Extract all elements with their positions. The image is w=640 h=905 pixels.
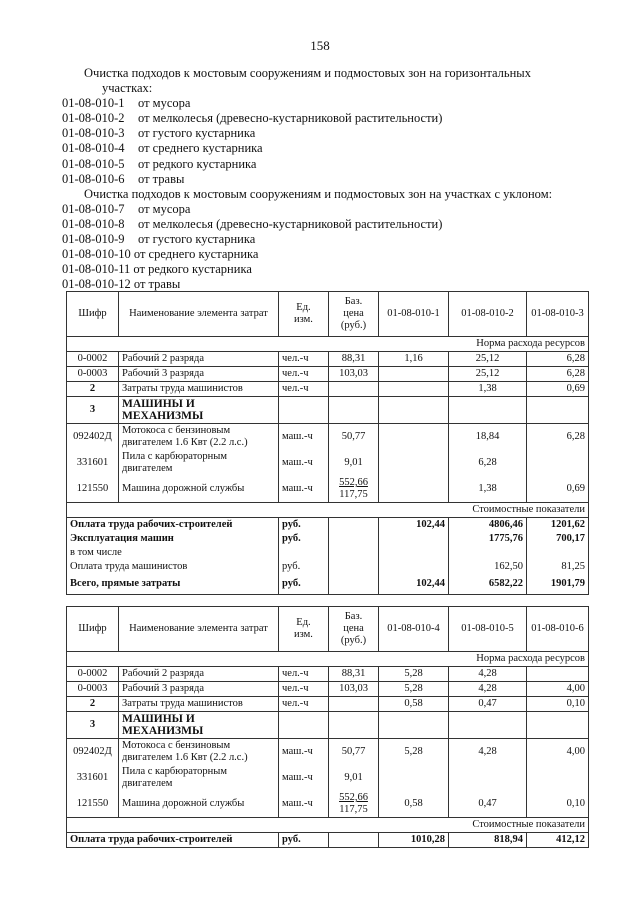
row-value-3: 0,10 — [527, 791, 589, 818]
row-name: Машина дорожной службы — [119, 791, 279, 818]
total-note: в том числе — [67, 546, 279, 560]
total-value-1: 102,44 — [379, 518, 449, 533]
total-name: Оплата труда рабочих-строителей — [67, 518, 279, 533]
row-value-2: 1,38 — [449, 476, 527, 503]
item-text: от травы — [133, 277, 181, 292]
item-text: от травы — [138, 171, 185, 186]
item-text: от редкого кустарника — [133, 262, 252, 277]
row-name: Затраты труда машинистов — [119, 697, 279, 712]
row-unit: маш.-ч — [279, 791, 329, 818]
item-code: 01-08-010-10 — [62, 247, 131, 262]
row-value-1 — [379, 424, 449, 451]
row-unit: чел.-ч — [279, 667, 329, 682]
norm-subheader: Норма расхода ресурсов — [67, 337, 589, 352]
total-unit: руб. — [279, 518, 329, 533]
item-text: от мусора — [138, 201, 191, 216]
total-value-1: 102,44 — [379, 574, 449, 595]
row-price: 88,31 — [329, 352, 379, 367]
row-value-3: 4,00 — [527, 682, 589, 697]
row-unit: чел.-ч — [279, 682, 329, 697]
total-row — [67, 546, 589, 560]
total-value-3: 1201,62 — [527, 518, 589, 533]
total-value-3: 412,12 — [527, 833, 589, 848]
row-unit: маш.-ч — [279, 765, 329, 791]
col-unit-header: Ед. изм. — [279, 607, 329, 652]
item-code: 01-08-010-11 — [62, 262, 131, 277]
cost-subheader: Стоимостные показатели — [67, 503, 589, 518]
row-name: Мотокоса с бензиновым двигателем 1.6 Квт (2.2 л.с.) — [119, 739, 279, 766]
item-code: 01-08-010-7 — [62, 201, 125, 216]
row-value-3 — [527, 765, 589, 791]
table-row — [67, 352, 589, 367]
total-value-2: 4806,46 — [449, 518, 527, 533]
table-header-row — [67, 292, 589, 337]
total-name: Эксплуатация машин — [67, 532, 279, 546]
row-name: Мотокоса с бензиновым двигателем 1.6 Квт (2.2 л.с.) — [119, 424, 279, 451]
row-price: 9,01 — [329, 765, 379, 791]
section-row — [67, 397, 589, 424]
table-row — [67, 765, 589, 791]
row-code: 092402Д — [67, 424, 119, 451]
row-value-1 — [379, 765, 449, 791]
row-value-2: 4,28 — [449, 667, 527, 682]
row-value-2: 4,28 — [449, 682, 527, 697]
row-value-3 — [527, 667, 589, 682]
table-row — [67, 667, 589, 682]
intro-section — [62, 66, 602, 292]
norm-subheader-row — [67, 337, 589, 352]
row-value-1: 5,28 — [379, 739, 449, 766]
item-code: 01-08-010-1 — [62, 96, 125, 111]
table-row — [67, 424, 589, 451]
list-item — [62, 202, 602, 217]
row-price — [329, 382, 379, 397]
col-price-header: Баз. цена (руб.) — [329, 607, 379, 652]
row-value-2: 1,38 — [449, 382, 527, 397]
section-row — [67, 712, 589, 739]
total-row — [67, 518, 589, 533]
table-row — [67, 791, 589, 818]
item-code: 01-08-010-9 — [62, 232, 125, 247]
item-code: 01-08-010-3 — [62, 126, 125, 141]
row-value-3: 6,28 — [527, 424, 589, 451]
table-row — [67, 367, 589, 382]
row-unit: чел.-ч — [279, 382, 329, 397]
total-name: Оплата труда рабочих-строителей — [67, 833, 279, 848]
item-text: от редкого кустарника — [138, 156, 257, 171]
row-value-3: 4,00 — [527, 739, 589, 766]
list-item — [62, 111, 602, 126]
col-price-header: Баз. цена (руб.) — [329, 292, 379, 337]
row-value-1 — [379, 367, 449, 382]
row-value-1 — [379, 450, 449, 476]
page-number: 158 — [310, 38, 330, 53]
total-value-1: 1010,28 — [379, 833, 449, 848]
col-code-header: Шифр — [67, 292, 119, 337]
row-price: 9,01 — [329, 450, 379, 476]
row-value-3: 0,10 — [527, 697, 589, 712]
table-row — [67, 697, 589, 712]
row-value-3 — [527, 450, 589, 476]
row-code: 331601 — [67, 450, 119, 476]
col-header-1: 01-08-010-4 — [379, 607, 449, 652]
total-value-2: 6582,22 — [449, 574, 527, 595]
row-value-2: 18,84 — [449, 424, 527, 451]
row-value-2: 6,28 — [449, 450, 527, 476]
row-code: 092402Д — [67, 739, 119, 766]
item-text: от густого кустарника — [138, 232, 256, 247]
row-code: 121550 — [67, 476, 119, 503]
row-name: Рабочий 3 разряда — [119, 682, 279, 697]
col-header-3: 01-08-010-6 — [527, 607, 589, 652]
norm-subheader-row — [67, 652, 589, 667]
table-row — [67, 382, 589, 397]
row-name: Рабочий 3 разряда — [119, 367, 279, 382]
col-unit-header: Ед. изм. — [279, 292, 329, 337]
row-unit: чел.-ч — [279, 367, 329, 382]
row-unit: маш.-ч — [279, 450, 329, 476]
list-item — [62, 172, 602, 187]
row-price: 50,77 — [329, 739, 379, 766]
list-item — [62, 126, 602, 141]
row-price: 552,66 117,75 — [329, 476, 379, 503]
total-value-3: 1901,79 — [527, 574, 589, 595]
row-price: 103,03 — [329, 682, 379, 697]
item-text: от мусора — [138, 96, 191, 111]
col-header-1: 01-08-010-1 — [379, 292, 449, 337]
item-code: 01-08-010-4 — [62, 141, 125, 156]
list-item — [62, 247, 602, 262]
cost-subheader: Стоимостные показатели — [67, 818, 589, 833]
table-header-row — [67, 607, 589, 652]
row-code: 0-0003 — [67, 682, 119, 697]
row-name: Пила с карбюраторным двигателем — [119, 450, 279, 476]
item-code: 01-08-010-6 — [62, 171, 125, 186]
total-row — [67, 560, 589, 574]
row-unit: чел.-ч — [279, 352, 329, 367]
row-value-3: 6,28 — [527, 367, 589, 382]
row-value-1: 5,28 — [379, 682, 449, 697]
row-value-1 — [379, 382, 449, 397]
row-price: 103,03 — [329, 367, 379, 382]
row-code: 2 — [67, 697, 119, 712]
row-code: 0-0003 — [67, 367, 119, 382]
total-value-1 — [379, 560, 449, 574]
table-row — [67, 450, 589, 476]
cost-subheader-row — [67, 503, 589, 518]
heading-horizontal: Очистка подходов к мостовым сооружениям и подмостовых зон на горизонтальных — [84, 66, 531, 80]
cost-subheader-row — [67, 818, 589, 833]
item-code: 01-08-010-2 — [62, 111, 125, 126]
row-name: Пила с карбюраторным двигателем — [119, 765, 279, 791]
row-price — [329, 697, 379, 712]
total-row — [67, 833, 589, 848]
item-code: 01-08-010-5 — [62, 156, 125, 171]
heading-slope: Очистка подходов к мостовым сооружениям и подмостовых зон на участках с уклоном: — [84, 186, 553, 201]
list-item — [62, 96, 602, 111]
item-text: от среднего кустарника — [138, 141, 263, 156]
total-unit: руб. — [279, 532, 329, 546]
total-name: Оплата труда машинистов — [67, 560, 279, 574]
col-header-2: 01-08-010-5 — [449, 607, 527, 652]
row-value-2: 0,47 — [449, 791, 527, 818]
item-text: от среднего кустарника — [133, 247, 259, 262]
total-unit: руб. — [279, 833, 329, 848]
row-name: Затраты труда машинистов — [119, 382, 279, 397]
total-value-1 — [379, 532, 449, 546]
section-code: 3 — [67, 712, 119, 739]
item-code: 01-08-010-12 — [62, 277, 131, 292]
resource-table-1 — [66, 291, 589, 595]
row-value-2 — [449, 765, 527, 791]
row-value-3: 0,69 — [527, 476, 589, 503]
list-item — [62, 157, 602, 172]
row-code: 0-0002 — [67, 667, 119, 682]
table-row — [67, 476, 589, 503]
list-item — [62, 141, 602, 156]
row-value-1: 0,58 — [379, 697, 449, 712]
col-code-header: Шифр — [67, 607, 119, 652]
table-row — [67, 739, 589, 766]
total-value-2: 818,94 — [449, 833, 527, 848]
total-name: Всего, прямые затраты — [67, 574, 279, 595]
norm-subheader: Норма расхода ресурсов — [67, 652, 589, 667]
row-unit: маш.-ч — [279, 424, 329, 451]
total-unit: руб. — [279, 560, 329, 574]
row-unit: маш.-ч — [279, 739, 329, 766]
item-text: от мелколесья (древесно-кустарниковой растительности) — [138, 216, 443, 231]
row-price: 88,31 — [329, 667, 379, 682]
row-unit: чел.-ч — [279, 697, 329, 712]
total-row — [67, 574, 589, 595]
total-value-2: 1775,76 — [449, 532, 527, 546]
list-item — [62, 217, 602, 232]
row-code: 121550 — [67, 791, 119, 818]
row-value-2: 4,28 — [449, 739, 527, 766]
resource-table-2 — [66, 606, 589, 848]
row-value-2: 25,12 — [449, 352, 527, 367]
row-value-3: 6,28 — [527, 352, 589, 367]
row-code: 0-0002 — [67, 352, 119, 367]
col-header-2: 01-08-010-2 — [449, 292, 527, 337]
row-value-1 — [379, 476, 449, 503]
col-name-header: Наименование элемента затрат — [119, 607, 279, 652]
col-header-3: 01-08-010-3 — [527, 292, 589, 337]
item-text: от мелколесья (древесно-кустарниковой растительности) — [138, 111, 443, 126]
total-row — [67, 532, 589, 546]
row-value-2: 0,47 — [449, 697, 527, 712]
row-name: Рабочий 2 разряда — [119, 667, 279, 682]
section-title: МАШИНЫ И МЕХАНИЗМЫ — [119, 712, 279, 739]
item-code: 01-08-010-8 — [62, 216, 125, 231]
heading-horizontal-cont: участках: — [102, 81, 153, 96]
total-value-3: 700,17 — [527, 532, 589, 546]
section-code: 3 — [67, 397, 119, 424]
col-name-header: Наименование элемента затрат — [119, 292, 279, 337]
item-text: от густого кустарника — [138, 126, 256, 141]
list-item — [62, 262, 602, 277]
row-name: Машина дорожной службы — [119, 476, 279, 503]
row-price: 50,77 — [329, 424, 379, 451]
row-code: 2 — [67, 382, 119, 397]
total-value-2: 162,50 — [449, 560, 527, 574]
row-value-2: 25,12 — [449, 367, 527, 382]
row-value-1: 1,16 — [379, 352, 449, 367]
section-title: МАШИНЫ И МЕХАНИЗМЫ — [119, 397, 279, 424]
list-item — [62, 232, 602, 247]
row-name: Рабочий 2 разряда — [119, 352, 279, 367]
row-value-3: 0,69 — [527, 382, 589, 397]
total-value-3: 81,25 — [527, 560, 589, 574]
row-unit: маш.-ч — [279, 476, 329, 503]
total-unit: руб. — [279, 574, 329, 595]
table-row — [67, 682, 589, 697]
row-value-1: 0,58 — [379, 791, 449, 818]
row-value-1: 5,28 — [379, 667, 449, 682]
row-code: 331601 — [67, 765, 119, 791]
row-price: 552,66 117,75 — [329, 791, 379, 818]
